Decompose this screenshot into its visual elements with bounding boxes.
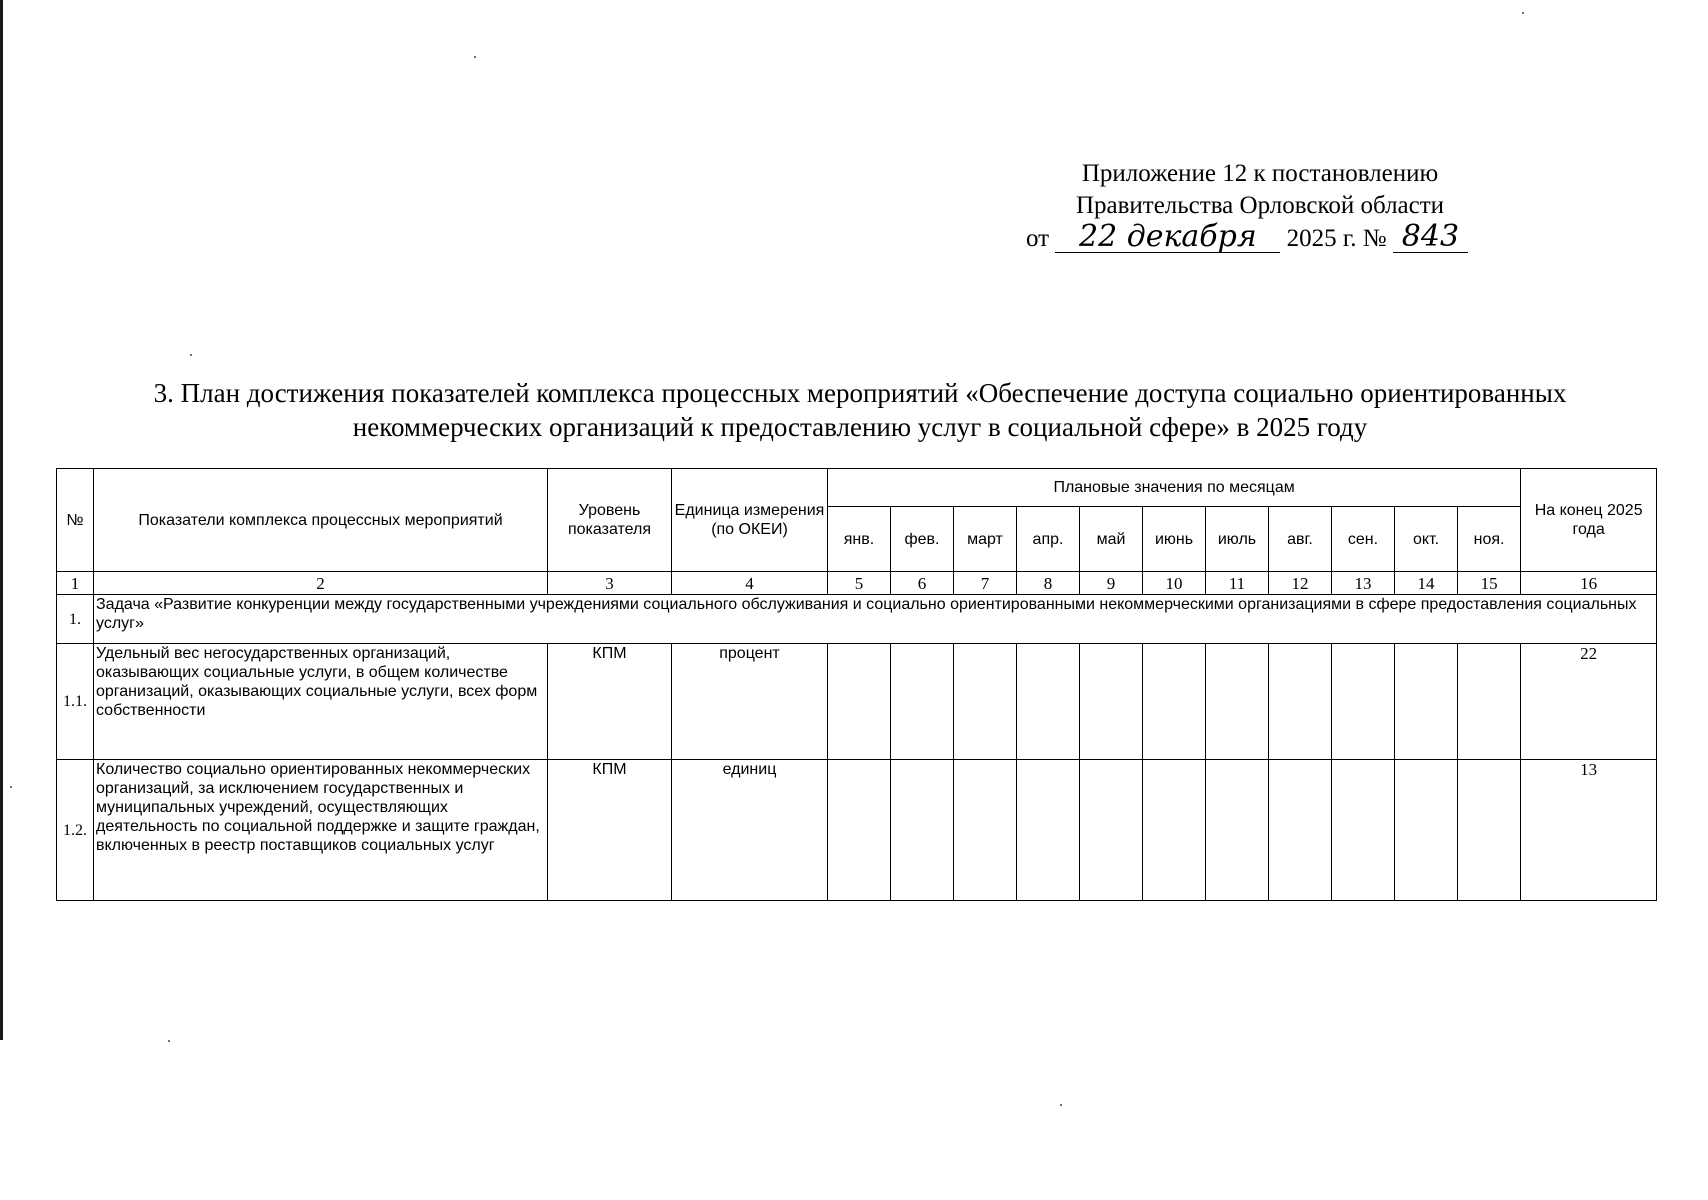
column-number: 16	[1521, 572, 1657, 595]
header-month: июнь	[1143, 507, 1206, 572]
month-value-cell	[1395, 760, 1458, 901]
column-number: 14	[1395, 572, 1458, 595]
column-number: 5	[828, 572, 891, 595]
handwritten-date: 22 декабря	[1055, 222, 1280, 253]
month-value-cell	[1458, 644, 1521, 760]
indicator-unit: процент	[672, 644, 828, 760]
month-value-cell	[891, 644, 954, 760]
title-line-2: некоммерческих организаций к предоставлению услуг в социальной сфере» в 2025 году	[352, 412, 1368, 442]
column-number-row	[57, 572, 1657, 595]
scan-speck	[168, 1040, 170, 1042]
column-number: 1	[57, 572, 94, 595]
indicator-level: КПМ	[548, 644, 672, 760]
column-number: 12	[1269, 572, 1332, 595]
column-number: 10	[1143, 572, 1206, 595]
month-value-cell	[954, 760, 1017, 901]
month-value-cell	[1143, 760, 1206, 901]
handwritten-number: 843	[1393, 222, 1468, 253]
title-line-1: 3. План достижения показателей комплекса процессных мероприятий «Обеспечение доступа социально ориентированных	[153, 378, 1567, 408]
column-number: 4	[672, 572, 828, 595]
month-value-cell	[1395, 644, 1458, 760]
document-title	[60, 376, 1660, 444]
column-number: 11	[1206, 572, 1269, 595]
month-value-cell	[1269, 644, 1332, 760]
row-index: 1.2.	[57, 760, 94, 901]
header-unit: Единица измерения (по ОКЕИ)	[672, 469, 828, 572]
month-value-cell	[1332, 644, 1395, 760]
header-planned-values: Плановые значения по месяцам	[828, 469, 1521, 507]
task-text: Задача «Развитие конкуренции между государственными учреждениями социального обслуживания и социально ориентированными некоммерческими организациями в сфере предоставления социальных услуг»	[94, 595, 1657, 644]
header-month: янв.	[828, 507, 891, 572]
header-month: апр.	[1017, 507, 1080, 572]
header-month: авг.	[1269, 507, 1332, 572]
header-month: март	[954, 507, 1017, 572]
page-edge-scan-line	[0, 0, 3, 1040]
month-value-cell	[1458, 760, 1521, 901]
month-value-cell	[1080, 644, 1143, 760]
month-value-cell	[1332, 760, 1395, 901]
column-number: 3	[548, 572, 672, 595]
header-month: май	[1080, 507, 1143, 572]
header-end-of-year: На конец 2025 года	[1521, 469, 1657, 572]
month-value-cell	[1017, 644, 1080, 760]
month-value-cell	[828, 644, 891, 760]
column-number: 7	[954, 572, 1017, 595]
indicator-level: КПМ	[548, 760, 672, 901]
month-value-cell	[1017, 760, 1080, 901]
task-row	[57, 595, 1657, 644]
date-prefix: от	[1026, 225, 1050, 252]
column-number: 6	[891, 572, 954, 595]
month-value-cell	[828, 760, 891, 901]
month-value-cell	[954, 644, 1017, 760]
column-number: 13	[1332, 572, 1395, 595]
header-month: ноя.	[1458, 507, 1521, 572]
header-level: Уровень показателя	[548, 469, 672, 572]
task-index: 1.	[57, 595, 94, 644]
indicator-unit: единиц	[672, 760, 828, 901]
table-row	[57, 760, 1657, 901]
appendix-line-1: Приложение 12 к постановлению	[1081, 160, 1439, 187]
header-month: июль	[1206, 507, 1269, 572]
end-of-year-value: 13	[1521, 760, 1657, 901]
month-value-cell	[1206, 760, 1269, 901]
indicator-text: Удельный вес негосударственных организаций, оказывающих социальные услуги, в общем количестве организаций, оказывающих социальные услуги, всех форм собственности	[94, 644, 548, 760]
scan-speck	[1060, 1104, 1062, 1106]
scan-speck	[1522, 12, 1524, 14]
column-number: 8	[1017, 572, 1080, 595]
scan-speck	[10, 786, 12, 788]
column-number: 2	[94, 572, 548, 595]
row-index: 1.1.	[57, 644, 94, 760]
column-number: 15	[1458, 572, 1521, 595]
month-value-cell	[1143, 644, 1206, 760]
table-row	[57, 644, 1657, 760]
month-value-cell	[1206, 644, 1269, 760]
month-value-cell	[891, 760, 954, 901]
header-no: №	[57, 469, 94, 572]
appendix-line-2: Правительства Орловской области	[1075, 192, 1445, 219]
appendix-block	[1020, 158, 1500, 255]
scan-speck	[474, 56, 476, 58]
indicator-text: Количество социально ориентированных некоммерческих организаций, за исключением государственных и муниципальных учреждений, осуществляющих деятельность по социальной поддержке и защите граждан, включенных в реестр поставщиков социальных услуг	[94, 760, 548, 901]
appendix-date-line	[1020, 219, 1500, 255]
month-value-cell	[1080, 760, 1143, 901]
year-and-number-label: 2025 г. №	[1286, 225, 1387, 252]
plan-table	[56, 468, 1657, 901]
scan-speck	[190, 354, 192, 356]
column-number: 9	[1080, 572, 1143, 595]
end-of-year-value: 22	[1521, 644, 1657, 760]
header-month: сен.	[1332, 507, 1395, 572]
header-month: фев.	[891, 507, 954, 572]
month-value-cell	[1269, 760, 1332, 901]
header-indicators: Показатели комплекса процессных мероприятий	[94, 469, 548, 572]
header-month: окт.	[1395, 507, 1458, 572]
